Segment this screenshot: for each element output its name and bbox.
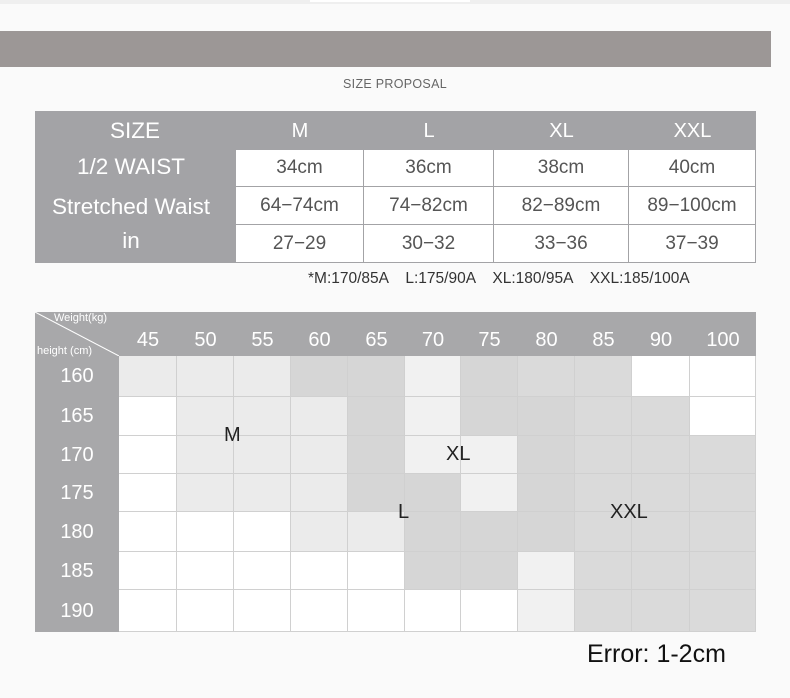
grid-cell-185-75 (461, 552, 518, 590)
grid-cell-170-85 (575, 436, 632, 474)
half-waist-m: 34cm (236, 150, 363, 186)
grid-cell-190-75 (461, 590, 518, 632)
grid-cell-185-85 (575, 552, 632, 590)
grid-cell-190-80 (518, 590, 575, 632)
stretched-waist-l: 74−82cm (364, 187, 493, 224)
weight-height-grid (35, 312, 756, 632)
grid-cell-160-90 (632, 356, 690, 397)
grid-cell-180-60 (291, 512, 348, 552)
weight-header-90: 90 (649, 329, 673, 351)
stretched-waist-xl: 82−89cm (494, 187, 628, 224)
height-axis-label: height (cm) (37, 345, 93, 357)
error-note: Error: 1-2cm (587, 640, 726, 668)
grid-cell-175-45 (119, 474, 177, 512)
weight-header-75: 75 (478, 329, 501, 351)
grid-cell-190-65 (348, 590, 405, 632)
grid-cell-185-60 (291, 552, 348, 590)
size-header-xl: XL (549, 119, 574, 142)
grid-cell-190-60 (291, 590, 348, 632)
grid-cell-175-65 (348, 474, 405, 512)
grid-cell-165-65 (348, 397, 405, 436)
weight-header-55: 55 (251, 329, 274, 351)
grid-cell-160-85 (575, 356, 632, 397)
stretched-waist-xxl: 89−100cm (629, 187, 755, 224)
grid-cell-180-65 (348, 512, 405, 552)
inch-l: 30−32 (364, 225, 493, 262)
grid-cell-170-45 (119, 436, 177, 474)
grid-cell-190-100 (690, 590, 756, 632)
grid-cell-165-85 (575, 397, 632, 436)
grid-cell-175-75 (461, 474, 518, 512)
grid-cell-180-55 (234, 512, 291, 552)
stretched-waist-row-label: Stretched Waist (52, 194, 210, 219)
grid-cell-185-80 (518, 552, 575, 590)
page-subtitle: SIZE PROPOSAL (343, 77, 447, 91)
grid-cell-185-65 (348, 552, 405, 590)
zone-label-m: M (224, 424, 241, 446)
weight-axis-label: Weight(kg) (54, 312, 107, 324)
size-header-m: M (291, 119, 309, 142)
grid-cell-160-55 (234, 356, 291, 397)
grid-cell-165-100 (690, 397, 756, 436)
grid-cell-160-80 (518, 356, 575, 397)
grid-cell-175-60 (291, 474, 348, 512)
grid-cell-165-70 (405, 397, 461, 436)
height-header-190: 190 (60, 599, 94, 622)
grid-cell-170-65 (348, 436, 405, 474)
grid-cell-165-45 (119, 397, 177, 436)
title-banner (0, 31, 771, 67)
half-waist-l: 36cm (364, 150, 493, 186)
grid-cell-165-75 (461, 397, 518, 436)
weight-header-70: 70 (421, 329, 445, 351)
size-footnote: *M:170/85A L:175/90A XL:180/95A XXL:185/100A (308, 270, 690, 287)
grid-cell-165-80 (518, 397, 575, 436)
inch-xxl: 37−39 (629, 225, 755, 262)
zone-label-l: L (398, 501, 410, 523)
grid-cell-190-45 (119, 590, 177, 632)
height-header-175: 175 (60, 481, 94, 504)
grid-cell-175-55 (234, 474, 291, 512)
grid-cell-185-45 (119, 552, 177, 590)
inch-xl: 33−36 (494, 225, 628, 262)
grid-cell-190-90 (632, 590, 690, 632)
grid-cell-175-50 (177, 474, 234, 512)
height-header-185: 185 (60, 559, 94, 582)
half-waist-row-label: 1/2 WAIST (77, 154, 185, 179)
grid-cell-180-80 (518, 512, 575, 552)
grid-cell-165-60 (291, 397, 348, 436)
size-row-label: SIZE (109, 118, 160, 143)
grid-cell-165-90 (632, 397, 690, 436)
grid-cell-160-50 (177, 356, 234, 397)
grid-cell-170-55 (234, 436, 291, 474)
grid-cell-185-55 (234, 552, 291, 590)
grid-cell-160-75 (461, 356, 518, 397)
height-header-170: 170 (60, 443, 94, 466)
grid-cell-160-70 (405, 356, 461, 397)
half-waist-xl: 38cm (494, 150, 628, 186)
zone-label-xxl: XXL (610, 501, 648, 523)
grid-cell-160-65 (348, 356, 405, 397)
stretched-waist-m: 64−74cm (236, 187, 363, 224)
weight-header-80: 80 (535, 329, 558, 351)
zone-label-xl: XL (446, 443, 471, 465)
inch-m: 27−29 (236, 225, 363, 262)
grid-cell-175-100 (690, 474, 756, 512)
weight-header-50: 50 (194, 329, 217, 351)
weight-header-60: 60 (308, 329, 331, 351)
weight-header-45: 45 (136, 329, 160, 351)
weight-header-100: 100 (706, 329, 740, 351)
grid-cell-165-55 (234, 397, 291, 436)
grid-cell-160-60 (291, 356, 348, 397)
grid-cell-180-75 (461, 512, 518, 552)
grid-cell-190-55 (234, 590, 291, 632)
grid-cell-160-100 (690, 356, 756, 397)
grid-cell-170-60 (291, 436, 348, 474)
grid-cell-160-45 (119, 356, 177, 397)
height-header-180: 180 (60, 520, 94, 543)
grid-cell-175-70 (405, 474, 461, 512)
grid-cell-175-80 (518, 474, 575, 512)
grid-cell-190-50 (177, 590, 234, 632)
weight-header-65: 65 (365, 329, 388, 351)
grid-cell-185-50 (177, 552, 234, 590)
grid-cell-185-70 (405, 552, 461, 590)
grid-cell-185-100 (690, 552, 756, 590)
weight-header-85: 85 (592, 329, 615, 351)
grid-cell-185-90 (632, 552, 690, 590)
top-divider (0, 0, 790, 4)
grid-cell-180-45 (119, 512, 177, 552)
size-table (35, 111, 756, 263)
grid-cell-170-90 (632, 436, 690, 474)
grid-cell-190-85 (575, 590, 632, 632)
inch-row-label: in (122, 228, 140, 253)
grid-cell-180-70 (405, 512, 461, 552)
height-header-165: 165 (60, 405, 94, 427)
grid-cell-180-100 (690, 512, 756, 552)
grid-cell-180-50 (177, 512, 234, 552)
height-header-160: 160 (60, 365, 94, 387)
grid-cell-170-80 (518, 436, 575, 474)
size-header-xxl: XXL (673, 119, 712, 142)
grid-cell-170-100 (690, 436, 756, 474)
half-waist-xxl: 40cm (629, 150, 755, 186)
grid-cell-190-70 (405, 590, 461, 632)
size-header-l: L (423, 119, 435, 142)
